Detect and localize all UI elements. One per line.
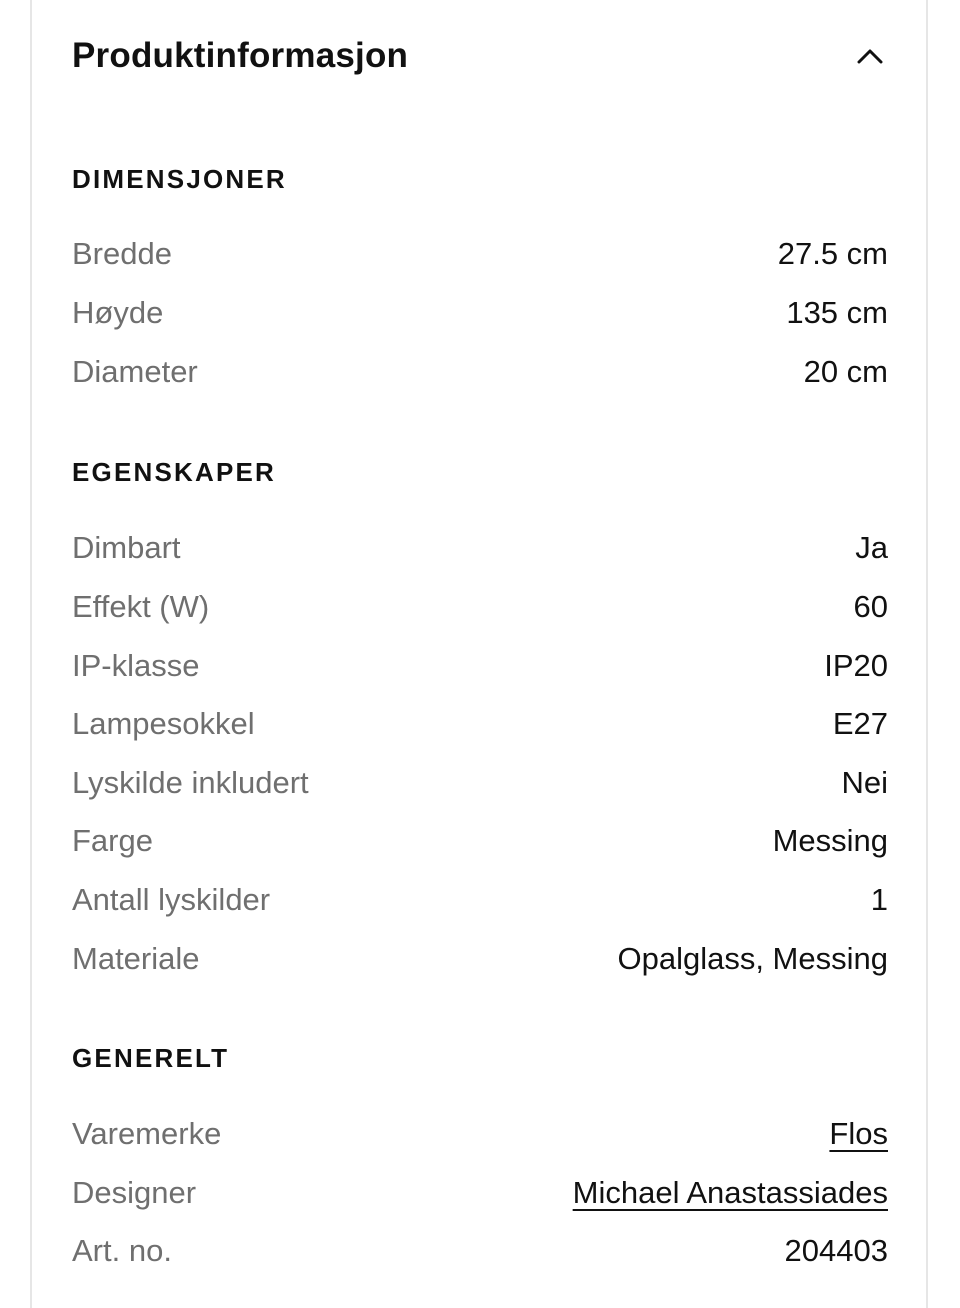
spec-label: Bredde xyxy=(72,236,172,271)
brand-link[interactable]: Flos xyxy=(829,1116,888,1151)
section-heading-dimensions: DIMENSJONER xyxy=(72,164,287,194)
section-heading-general: GENERELT xyxy=(72,1043,230,1073)
spec-value: 135 cm xyxy=(786,295,888,330)
spec-value: 27.5 cm xyxy=(777,236,888,271)
spec-label: Dimbart xyxy=(72,530,181,565)
spec-value: 20 cm xyxy=(803,354,888,389)
spec-value: 60 xyxy=(853,589,888,624)
chevron-up-icon[interactable] xyxy=(850,36,890,76)
spec-row-width xyxy=(72,234,888,274)
spec-row-socket xyxy=(72,704,888,744)
spec-label: Materiale xyxy=(72,941,200,976)
spec-value: 204403 xyxy=(784,1233,888,1268)
spec-row-article-number xyxy=(72,1231,888,1271)
spec-row-light-source-count xyxy=(72,880,888,920)
spec-value: Nei xyxy=(841,765,888,800)
spec-row-power xyxy=(72,587,888,627)
spec-value: Opalglass, Messing xyxy=(617,941,888,976)
spec-value: E27 xyxy=(832,706,888,741)
spec-row-material xyxy=(72,939,888,979)
spec-row-height xyxy=(72,293,888,333)
spec-label: Farge xyxy=(72,823,153,858)
spec-value: 1 xyxy=(870,882,888,917)
spec-row-ip-class xyxy=(72,646,888,686)
spec-row-dimmable xyxy=(72,528,888,568)
section-heading-properties: EGENSKAPER xyxy=(72,457,277,487)
spec-label: Lampesokkel xyxy=(72,706,255,741)
product-info-header[interactable] xyxy=(72,28,888,84)
spec-label: Diameter xyxy=(72,354,198,389)
panel-title: Produktinformasjon xyxy=(72,36,409,75)
spec-label: Art. no. xyxy=(72,1233,172,1268)
spec-label: Lyskilde inkludert xyxy=(72,765,309,800)
spec-label: Designer xyxy=(72,1175,197,1210)
spec-row-brand xyxy=(72,1114,888,1154)
spec-label: Høyde xyxy=(72,295,164,330)
spec-row-diameter xyxy=(72,352,888,392)
spec-value: IP20 xyxy=(824,648,888,683)
spec-value: Messing xyxy=(772,823,888,858)
spec-value: Ja xyxy=(855,530,888,565)
spec-row-designer xyxy=(72,1173,888,1213)
spec-label: Varemerke xyxy=(72,1116,222,1151)
spec-row-light-source-included xyxy=(72,763,888,803)
designer-link[interactable]: Michael Anastassiades xyxy=(572,1175,888,1210)
spec-label: Effekt (W) xyxy=(72,589,210,624)
spec-label: IP-klasse xyxy=(72,648,200,683)
spec-label: Antall lyskilder xyxy=(72,882,271,917)
spec-row-color xyxy=(72,821,888,861)
